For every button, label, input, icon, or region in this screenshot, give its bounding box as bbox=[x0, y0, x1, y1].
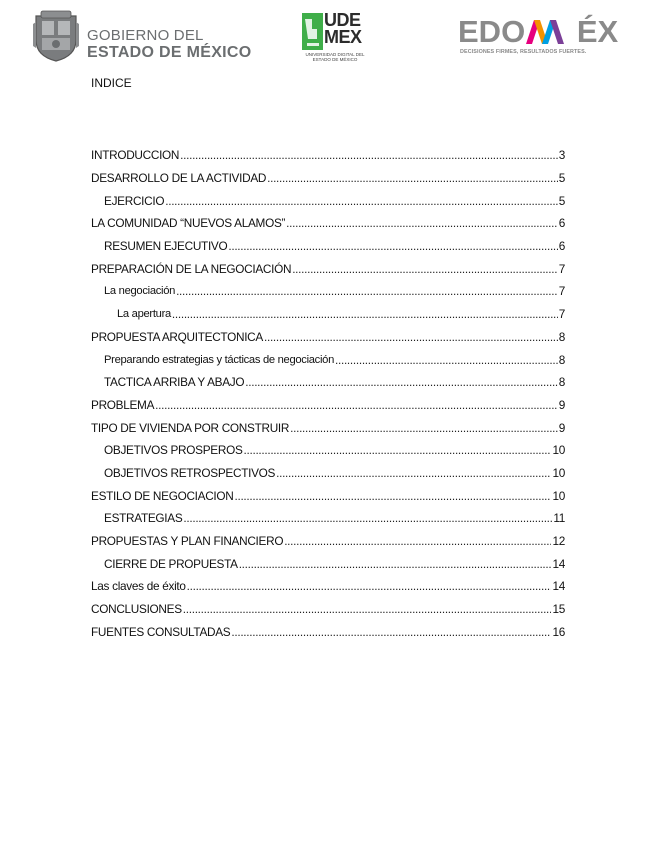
page-header bbox=[0, 0, 655, 70]
toc-entry[interactable] bbox=[91, 530, 565, 553]
toc-entry-page: 14 bbox=[552, 556, 565, 571]
toc-dot-leader bbox=[231, 625, 551, 639]
toc-entry-title: OBJETIVOS PROSPEROS bbox=[104, 443, 243, 458]
toc-entry-page: 8 bbox=[558, 352, 565, 367]
toc-entry-page: 3 bbox=[558, 148, 565, 163]
toc-dot-leader bbox=[290, 421, 558, 435]
toc-dot-leader bbox=[239, 557, 552, 571]
toc-dot-leader bbox=[183, 602, 552, 616]
toc-entry-page: 8 bbox=[558, 329, 565, 344]
toc-entry-title: CIERRE DE PROPUESTA bbox=[104, 556, 238, 571]
toc-entry-page: 12 bbox=[552, 534, 565, 549]
toc-entry-page: 5 bbox=[558, 171, 565, 186]
state-coat-of-arms-icon bbox=[32, 10, 80, 62]
toc-entry-title: TIPO DE VIVIENDA POR CONSTRUIR bbox=[91, 420, 290, 435]
toc-dot-leader bbox=[244, 443, 552, 457]
udemex-word-1: UDE bbox=[324, 10, 361, 30]
toc-entry-page: 11 bbox=[553, 511, 565, 526]
toc-entry-page: 5 bbox=[558, 193, 565, 208]
toc-dot-leader bbox=[176, 284, 558, 298]
toc-entry-page: 10 bbox=[552, 443, 565, 458]
toc-dot-leader bbox=[172, 307, 558, 321]
toc-entry-page: 6 bbox=[558, 239, 565, 254]
toc-entry-title: La apertura bbox=[117, 308, 171, 321]
toc-entry-page: 7 bbox=[558, 307, 565, 322]
toc-entry-title: PROPUESTA ARQUITECTONICA bbox=[91, 329, 263, 344]
edomex-word-left: EDO bbox=[458, 14, 526, 49]
toc-entry[interactable] bbox=[91, 620, 565, 643]
toc-entry-title: OBJETIVOS RETROSPECTIVOS bbox=[104, 465, 276, 480]
edomex-colored-m-icon bbox=[526, 20, 566, 44]
toc-dot-leader bbox=[245, 375, 557, 389]
toc-dot-leader bbox=[286, 216, 558, 230]
toc-entry[interactable] bbox=[91, 507, 565, 530]
toc-entry-title: RESUMEN EJECUTIVO bbox=[104, 239, 228, 254]
toc-entry[interactable] bbox=[91, 394, 565, 417]
toc-entry-title: FUENTES CONSULTADAS bbox=[91, 624, 231, 639]
toc-entry-page: 15 bbox=[552, 602, 565, 617]
toc-dot-leader bbox=[228, 239, 557, 253]
toc-entry[interactable] bbox=[91, 462, 565, 485]
toc-dot-leader bbox=[292, 262, 558, 276]
page-title: INDICE bbox=[91, 76, 132, 90]
toc-entry[interactable] bbox=[91, 552, 565, 575]
toc-entry[interactable] bbox=[91, 303, 565, 326]
gob-line-2: ESTADO DE MÉXICO bbox=[87, 44, 252, 61]
toc-entry-title: PROPUESTAS Y PLAN FINANCIERO bbox=[91, 534, 284, 549]
toc-dot-leader bbox=[267, 171, 558, 185]
gob-line-1: GOBIERNO DEL bbox=[87, 27, 204, 44]
toc-entry[interactable] bbox=[91, 416, 565, 439]
toc-entry-title: INTRODUCCION bbox=[91, 148, 180, 163]
toc-entry-title: ESTRATEGIAS bbox=[104, 511, 183, 526]
toc-entry-title: TACTICA ARRIBA Y ABAJO bbox=[104, 375, 245, 390]
toc-entry-title: Preparando estrategias y tácticas de negociación bbox=[104, 353, 335, 366]
toc-entry-title: EJERCICIO bbox=[104, 193, 165, 208]
toc-entry[interactable] bbox=[91, 235, 565, 258]
edomex-slogan: DECISIONES FIRMES, RESULTADOS FUERTES. bbox=[460, 49, 587, 55]
toc-entry-title: LA COMUNIDAD “NUEVOS ALAMOS” bbox=[91, 216, 286, 231]
toc-dot-leader bbox=[276, 466, 551, 480]
toc-dot-leader bbox=[180, 148, 558, 162]
toc-dot-leader bbox=[165, 194, 558, 208]
edomex-word-right: ÉX bbox=[576, 14, 619, 49]
toc-entry-page: 9 bbox=[558, 397, 565, 412]
udemex-tagline: UNIVERSIDAD DIGITAL DEL ESTADO DE MÉXICO bbox=[305, 52, 365, 62]
toc-entry[interactable] bbox=[91, 326, 565, 349]
toc-entry-title: CONCLUSIONES bbox=[91, 602, 182, 617]
toc-entry-page: 14 bbox=[552, 579, 565, 594]
toc-entry-title: DESARROLLO DE LA ACTIVIDAD bbox=[91, 171, 267, 186]
toc-entry-page: 10 bbox=[552, 488, 565, 503]
toc-entry-title: Las claves de éxito bbox=[91, 579, 186, 594]
toc-entry-page: 16 bbox=[552, 624, 565, 639]
toc-entry-title: PREPARACIÓN DE LA NEGOCIACIÓN bbox=[91, 261, 292, 276]
toc-dot-leader bbox=[187, 579, 552, 593]
toc-entry[interactable] bbox=[91, 212, 565, 235]
udemex-logo bbox=[302, 10, 368, 65]
toc-entry[interactable] bbox=[91, 484, 565, 507]
edomex-logo bbox=[458, 16, 636, 60]
table-of-contents bbox=[91, 144, 565, 643]
udemex-word-2: MEX bbox=[324, 27, 362, 47]
toc-entry[interactable] bbox=[91, 439, 565, 462]
toc-entry[interactable] bbox=[91, 189, 565, 212]
toc-entry[interactable] bbox=[91, 280, 565, 303]
toc-dot-leader bbox=[284, 534, 551, 548]
toc-entry[interactable] bbox=[91, 257, 565, 280]
toc-entry[interactable] bbox=[91, 575, 565, 598]
toc-dot-leader bbox=[335, 353, 558, 367]
toc-entry-page: 9 bbox=[558, 420, 565, 435]
toc-entry-page: 8 bbox=[558, 375, 565, 390]
gobierno-estado-mexico-logo bbox=[32, 10, 262, 64]
toc-entry-page: 7 bbox=[558, 261, 565, 276]
toc-entry-title: ESTILO DE NEGOCIACION bbox=[91, 488, 234, 503]
toc-entry-title: La negociación bbox=[104, 285, 176, 298]
toc-entry[interactable] bbox=[91, 348, 565, 371]
toc-entry[interactable] bbox=[91, 144, 565, 167]
toc-entry-page: 10 bbox=[552, 465, 565, 480]
toc-entry-page: 7 bbox=[558, 284, 565, 299]
toc-entry[interactable] bbox=[91, 598, 565, 621]
toc-dot-leader bbox=[235, 489, 552, 503]
toc-entry-page: 6 bbox=[558, 216, 565, 231]
toc-dot-leader bbox=[264, 330, 558, 344]
toc-dot-leader bbox=[155, 398, 558, 412]
toc-entry[interactable] bbox=[91, 167, 565, 190]
toc-entry[interactable] bbox=[91, 371, 565, 394]
toc-entry-title: PROBLEMA bbox=[91, 397, 155, 412]
toc-dot-leader bbox=[183, 511, 552, 525]
udemex-leaf-icon bbox=[302, 13, 324, 50]
